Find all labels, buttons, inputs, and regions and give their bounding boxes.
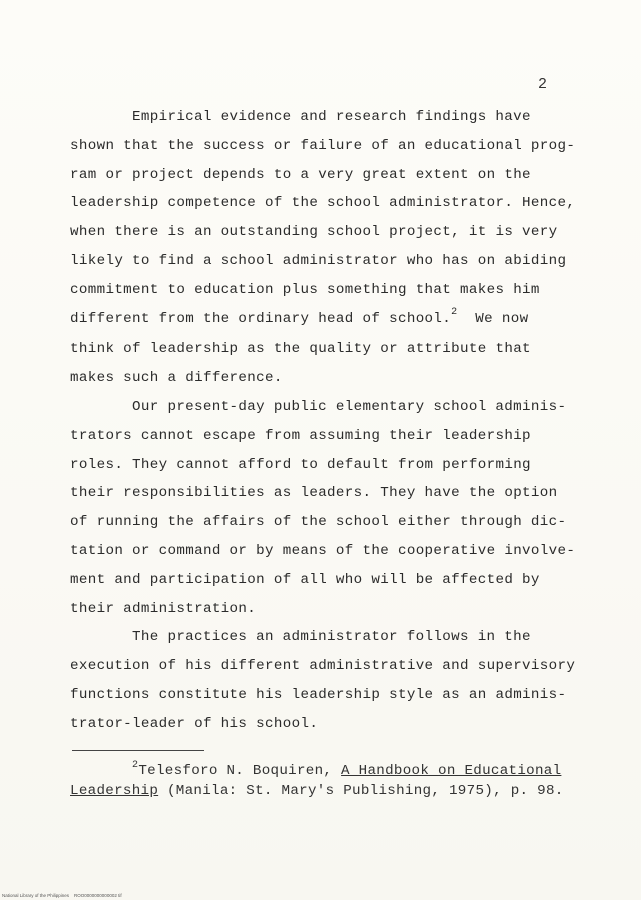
footnote-title-part-1: A Handbook on Educational xyxy=(341,763,562,779)
footnote-line-2 xyxy=(70,782,590,800)
paragraph-3-line-1: The practices an administrator follows in the xyxy=(132,629,531,646)
paragraph-3-line-2: execution of his different administrative and supervisory xyxy=(70,658,576,675)
paragraph-3-line-3: functions constitute his leadership style as an adminis- xyxy=(70,686,567,703)
paragraph-1-line-3: ram or project depends to a very great extent on the xyxy=(70,166,531,183)
footnote-line-1 xyxy=(70,762,590,782)
paragraph-3-line-4: trator-leader of his school. xyxy=(70,715,319,732)
paragraph-1-line-4: leadership competence of the school administrator. Hence, xyxy=(70,195,576,212)
footnote-marker: 2 xyxy=(132,760,139,771)
body-text xyxy=(70,103,590,739)
footnote xyxy=(70,762,590,800)
paragraph-2-line-7: ment and participation of all who will be affected by xyxy=(70,571,540,588)
paragraph-1-line-10: makes such a difference. xyxy=(70,370,283,387)
paragraph-1-line-9: think of leadership as the quality or attribute that xyxy=(70,341,531,358)
footnote-publisher: (Manila: St. Mary's Publishing, 1975), p. 98. xyxy=(158,783,564,799)
footnote-divider xyxy=(72,750,204,751)
paragraph-1-line-1: Empirical evidence and research findings have xyxy=(132,109,531,125)
footnote-title-part-2: Leadership xyxy=(70,783,159,799)
paragraph-1-line-2: shown that the success or failure of an educational prog- xyxy=(70,137,576,154)
paragraph-1-line-8-text: different from the ordinary head of school. xyxy=(70,310,452,327)
paragraph-1-line-8 xyxy=(70,305,590,336)
page-number: 2 xyxy=(538,76,548,93)
paragraph-2-line-8: their administration. xyxy=(70,600,257,617)
paragraph-2-line-3: roles. They cannot afford to default from performing xyxy=(70,456,531,473)
paragraph-1-line-6: likely to find a school administrator who has on abiding xyxy=(70,252,567,269)
archive-footer: National Library of the Philippines ROO0000000000002 tif xyxy=(2,893,122,898)
footnote-author: Telesforo N. Boquiren, xyxy=(138,763,342,779)
paragraph-2-line-6: tation or command or by means of the cooperative involve- xyxy=(70,542,576,559)
paragraph-1-line-8-tail: We now xyxy=(475,310,529,327)
paragraph-2-line-1: Our present-day public elementary school adminis- xyxy=(132,398,567,415)
paragraph-1-line-7: commitment to education plus something that makes him xyxy=(70,281,540,298)
paragraph-2-line-2: trators cannot escape from assuming their leadership xyxy=(70,427,531,444)
footnote-reference: 2 xyxy=(451,306,458,318)
paragraph-2-line-5: of running the affairs of the school either through dic- xyxy=(70,514,567,531)
paragraph-1-line-5: when there is an outstanding school project, it is very xyxy=(70,224,558,241)
paragraph-2-line-4: their responsibilities as leaders. They have the option xyxy=(70,485,558,502)
